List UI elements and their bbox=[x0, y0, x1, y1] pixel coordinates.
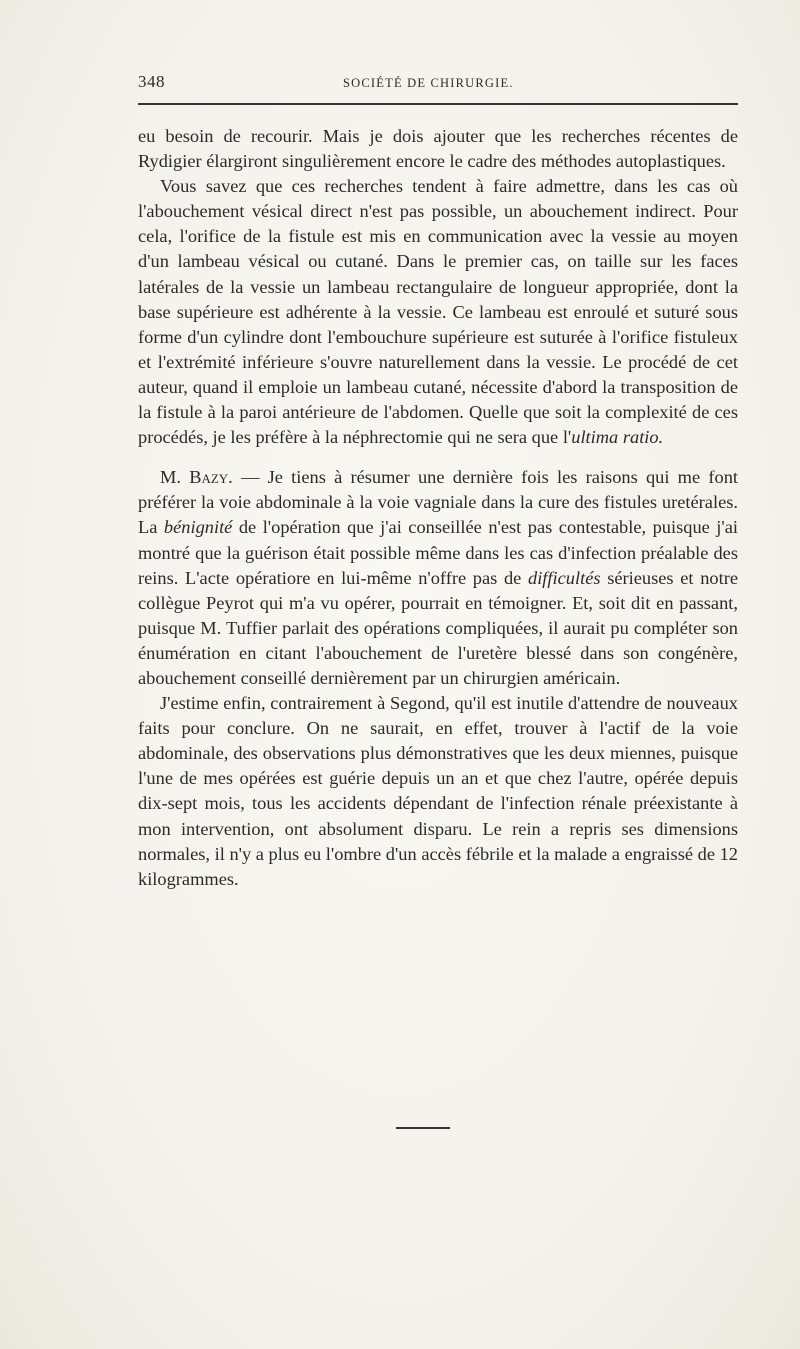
paragraph-3 bbox=[138, 465, 738, 691]
page-number: 348 bbox=[138, 72, 165, 91]
paragraph-3-text-b: de l'opération que j'ai conseillée n'est pas contestable, puisque j'ai montré que la guérison était possible même dans les cas d'infection préalable des reins. L'acte opératiore en lui-même n'offre pas de bbox=[138, 517, 738, 588]
paragraph-3-italic-1: bénignité bbox=[163, 517, 233, 538]
body-text bbox=[138, 124, 738, 892]
paragraph-4: J'estime enfin, contrairement à Segond, qu'il est inutile d'attendre de nouveaux faits pour conclure. On ne saurait, en effet, trouver à l'actif de la voie abdominale, des observations plus démonstratives que les deux miennes, puisque l'une de mes opérées est guérie depuis un an et que chez l'autre, opérée depuis dix-sept mois, tous les accidents dépendant de l'infection rénale préexistante à mon intervention, ont absolument disparu. Le rein a repris ses dimensions normales, il n'y a plus eu l'ombre d'un accès fébrile et la malade a engraissé de 12 kilogrammes. bbox=[138, 693, 738, 889]
closing-rule bbox=[396, 1127, 450, 1129]
running-head: SOCIÉTÉ DE CHIRURGIE. bbox=[343, 76, 514, 90]
paragraph-3-text-c: sérieuses et notre collègue Peyrot qui m'a vu opérer, pourrait en témoigner. Et, soit dit en passant, puisque M. Tuffier parlait des opérations compliquées, il aurait pu compléter son énumération en citant l'abouchement de l'uretère blessé dans son congénère, abouchement conseillé dernièrement par un chirurgien américain. bbox=[138, 567, 738, 688]
paragraph-3-italic-2: difficultés bbox=[528, 567, 601, 588]
paragraph-2 bbox=[138, 174, 738, 450]
paragraph-2-italic: ultima ratio. bbox=[571, 427, 664, 448]
paragraph-1: eu besoin de recourir. Mais je dois ajouter que les recherches récentes de Rydigier élargiront singulièrement encore le cadre des méthodes autoplastiques. bbox=[138, 126, 738, 172]
paragraph-2-text: Vous savez que ces recherches tendent à faire admettre, dans les cas où l'abouchement vésical direct n'est pas possible, un abouchement indirect. Pour cela, l'orifice de la fistule est mis en communication avec la vessie au moyen d'un lambeau vésical ou cutané. Dans le premier cas, on taille sur les faces latérales de la vessie un lambeau rectangulaire de longueur appropriée, dont la base supérieure est adhérente à la vessie. Ce lambeau est enroulé et suturé sous forme d'un cylindre dont l'embouchure supérieure est suturée à l'orifice fistuleux et l'extrémité inférieure s'ouvre naturellement dans la vessie. Le procédé de cet auteur, quand il emploie un lambeau cutané, nécessite d'abord la transposition de la fistule à la paroi antérieure de l'abdomen. Quelle que soit la complexité de ces procédés, je les préfère à la néphrectomie qui ne sera que l' bbox=[138, 176, 738, 448]
paragraph-3-text-a: . — Je tiens à résumer une dernière fois les raisons qui me font préférer la voie abdominale à la voie vagniale dans la cure des fistules uretérales. La bbox=[138, 467, 738, 538]
header-rule bbox=[138, 103, 738, 105]
speaker-name: Bazy bbox=[189, 467, 229, 488]
speaker-initial: M. bbox=[160, 467, 190, 488]
page-header bbox=[138, 72, 738, 98]
